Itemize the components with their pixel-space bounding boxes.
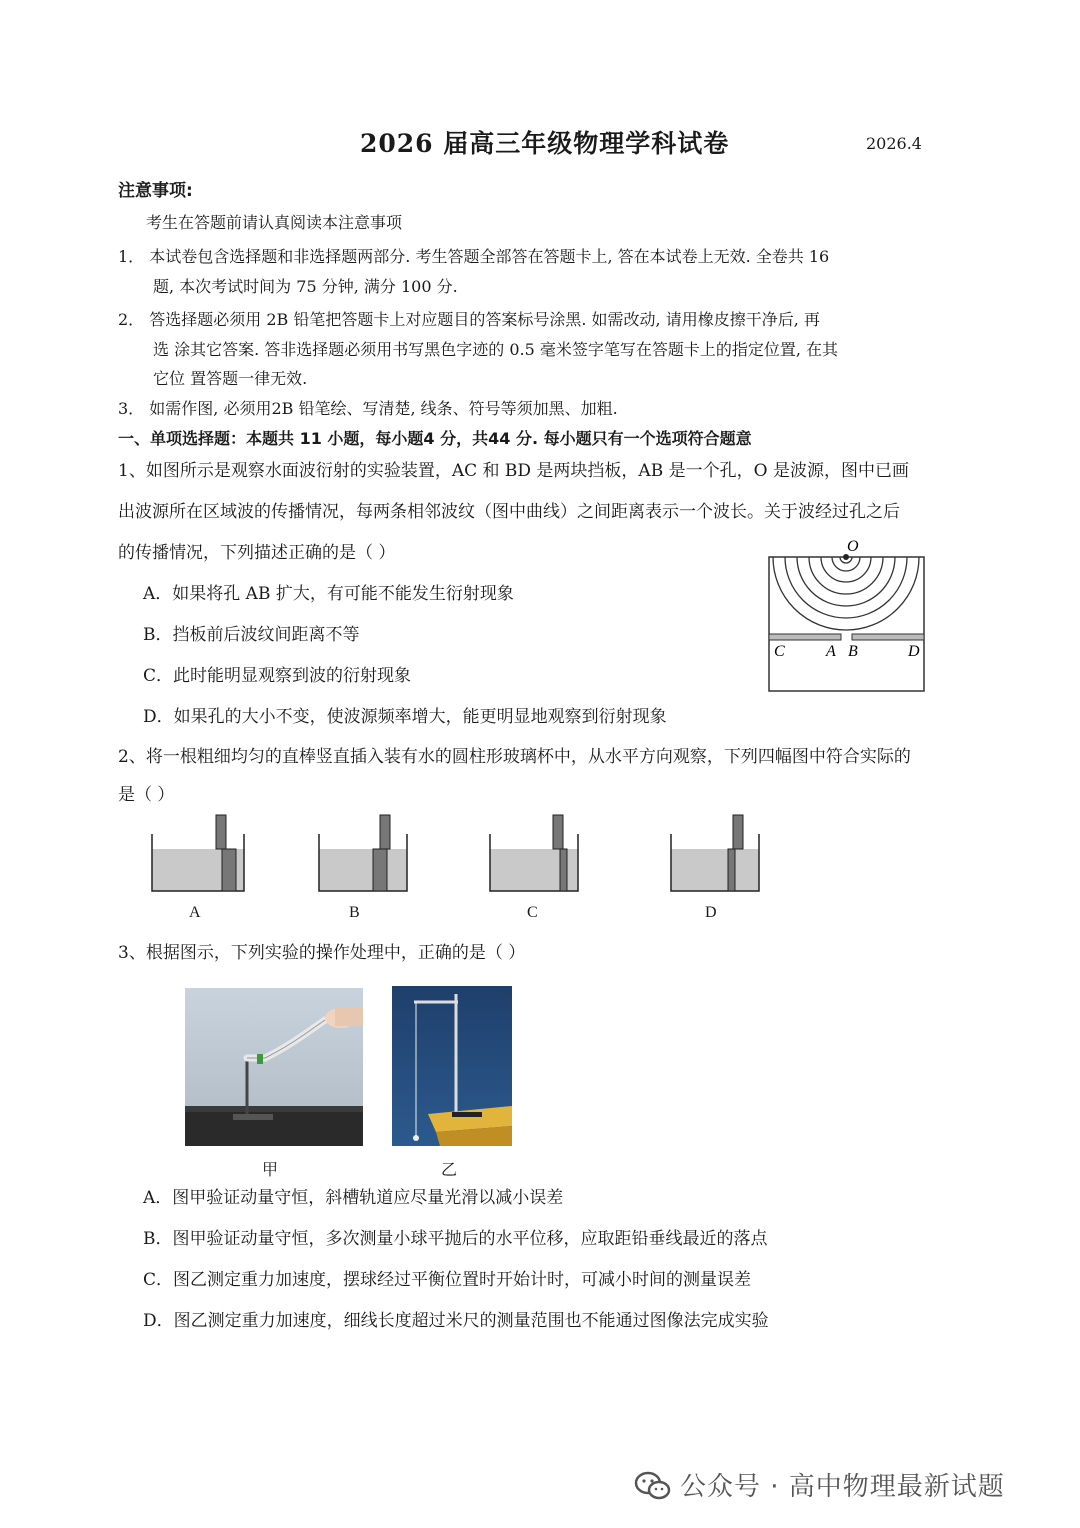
notice-item-1-line2: 题, 本次考试时间为 75 分钟, 满分 100 分. (153, 277, 458, 296)
q3-stem: 3、根据图示，下列实验的操作处理中，正确的是（ ） (118, 943, 526, 963)
q2-figure-c (486, 812, 582, 896)
notice-item-1-line1: 1． 本试卷包含选择题和非选择题两部分. 考生答题全部答在答题卡上, 答在本试卷上无效. 全卷共 16 (118, 247, 830, 266)
wechat-icon (634, 1470, 672, 1502)
q1-option-c: C．此时能明显观察到波的衍射现象 (143, 666, 412, 686)
q1-stem-line3: 的传播情况，下列描述正确的是（ ） (118, 543, 396, 563)
label-a: A (826, 643, 836, 660)
q2-choice-a: A (189, 904, 201, 921)
barrier-bd (852, 634, 924, 640)
notice-item-2-line3: 它位 置答题一律无效. (153, 369, 308, 388)
label-d: D (908, 643, 920, 660)
q1-option-b: B．挡板前后波纹间距离不等 (143, 625, 360, 645)
q3-photo-yi (392, 986, 512, 1146)
watermark-text: 公众号 · 高中物理最新试题 (680, 1472, 1005, 1502)
q1-stem-line2: 出波源所在区域波的传播情况，每两条相邻波纹（图中曲线）之间距离表示一个波长。关于波经过孔之后 (118, 502, 900, 522)
q2-figure-d (666, 812, 764, 896)
section-heading: 一、单项选择题：本题共 11 小题，每小题4 分，共44 分. 每小题只有一个选项符合题意 (118, 429, 752, 448)
notice-intro: 考生在答题前请认真阅读本注意事项 (146, 213, 403, 232)
q2-figure-b (314, 812, 412, 896)
label-o: O (847, 538, 859, 555)
notice-heading: 注意事项: (118, 181, 193, 201)
q2-choice-b: B (349, 904, 360, 921)
q3-option-b: B．图甲验证动量守恒，多次测量小球平抛后的水平位移，应取距铅垂线最近的落点 (143, 1229, 768, 1249)
q2-choice-d: D (705, 904, 717, 921)
notice-item-2-line1: 2． 答选择题必须用 2B 铅笔把答题卡上对应题目的答案标号涂黑. 如需改动, 请用橡皮擦干净后, 再 (118, 310, 820, 329)
notice-item-3-line1: 3． 如需作图, 必须用2B 铅笔绘、写清楚, 线条、符号等须加黑、加粗. (118, 399, 618, 418)
q1-option-a: A．如果将孔 AB 扩大，有可能不能发生衍射现象 (143, 584, 514, 604)
q3-option-d: D．图乙测定重力加速度，细线长度超过米尺的测量范围也不能通过图像法完成实验 (143, 1311, 769, 1331)
tank-outline (769, 557, 924, 691)
q2-stem-line1: 2、将一根粗细均匀的直棒竖直插入装有水的圆柱形玻璃杯中，从水平方向观察，下列四幅图中符合实际的 (118, 747, 911, 767)
label-c: C (774, 643, 785, 660)
q1-option-d: D．如果孔的大小不变，使波源频率增大，能更明显地观察到衍射现象 (143, 707, 667, 727)
exam-date: 2026.4 (866, 134, 922, 153)
page-title: 2026 届高三年级物理学科试卷 (360, 129, 730, 158)
q2-stem-line2: 是（ ） (118, 785, 175, 805)
q3-photo-jia (185, 988, 363, 1146)
notice-item-2-line2: 选 涂其它答案. 答非选择题必须用书写黑色字迹的 0.5 毫米签字笔写在答题卡上的指定位置, 在其 (153, 340, 839, 359)
barrier-ac (769, 634, 841, 640)
q1-wave-figure (760, 536, 932, 696)
q2-choice-c: C (527, 904, 538, 921)
q1-stem-line1: 1、如图所示是观察水面波衍射的实验装置，AC 和 BD 是两块挡板，AB 是一个孔，O 是波源，图中已画 (118, 461, 909, 481)
q3-option-c: C．图乙测定重力加速度，摆球经过平衡位置时开始计时，可减小时间的测量误差 (143, 1270, 752, 1290)
q2-figure-a (148, 812, 250, 896)
q3-photo-label-jia: 甲 (262, 1162, 279, 1179)
q3-photo-label-yi: 乙 (441, 1162, 458, 1179)
label-b: B (848, 643, 858, 660)
q3-option-a: A．图甲验证动量守恒，斜槽轨道应尽量光滑以减小误差 (143, 1188, 564, 1208)
